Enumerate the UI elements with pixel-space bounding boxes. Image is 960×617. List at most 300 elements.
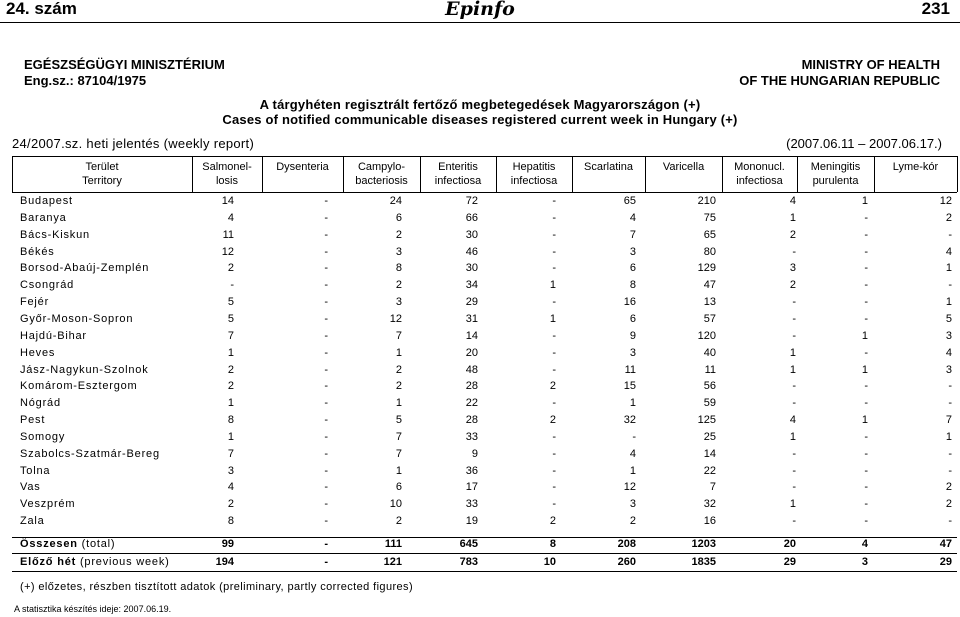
column-header <box>192 160 262 188</box>
table-cell: - <box>552 211 556 224</box>
table-cell: 47 <box>703 279 716 292</box>
ministry-country-en: OF THE HUNGARIAN REPUBLIC <box>739 73 940 88</box>
table-cell: - <box>552 363 556 376</box>
territory-label: Borsod-Abaúj-Zemplén <box>20 262 150 275</box>
table-cell: 57 <box>703 312 716 325</box>
table-cell: 1 <box>395 397 402 410</box>
table-cell: 33 <box>465 430 478 443</box>
journal-logo: Epinfo <box>445 0 515 20</box>
territory-name <box>20 246 55 258</box>
ministry-english <box>739 57 940 89</box>
table-cell: 8 <box>549 538 556 550</box>
table-cell: - <box>552 464 556 477</box>
table-cell: 20 <box>465 346 478 359</box>
table-cell: 1 <box>861 195 868 207</box>
territory-label: Heves <box>20 346 56 359</box>
table-cell: 19 <box>465 515 478 528</box>
column-header-line1: Hepatitis <box>512 161 556 173</box>
table-cell: 29 <box>939 556 952 568</box>
table-cell: 2 <box>629 515 636 528</box>
table-cell: - <box>864 464 868 477</box>
table-cell: 7 <box>709 481 716 494</box>
table-cell: - <box>864 262 868 275</box>
table-row <box>12 329 957 346</box>
table-row <box>12 447 957 464</box>
column-header <box>12 160 192 188</box>
table-cell: 17 <box>465 481 478 494</box>
column-header-line1: Varicella <box>662 161 705 173</box>
table-cell: - <box>324 312 328 325</box>
column-header-line1: Salmonel- <box>202 161 252 173</box>
table-cell: - <box>552 195 556 207</box>
territory-label: Bács-Kiskun <box>20 228 90 241</box>
table-cell: 2 <box>789 279 796 292</box>
table-cell: 8 <box>227 414 234 427</box>
table-cell: 1 <box>629 464 636 477</box>
territory-label: Szabolcs-Szatmár-Bereg <box>20 447 160 460</box>
table-cell: - <box>324 228 328 241</box>
table-cell: 3 <box>227 464 234 477</box>
column-header-line2: purulenta <box>812 175 859 187</box>
table-cell: - <box>948 397 952 410</box>
table-cell: - <box>552 346 556 359</box>
table-cell: 120 <box>697 329 716 342</box>
summary-row <box>12 537 957 554</box>
table-cell: 2 <box>227 380 234 393</box>
table-cell: 4 <box>861 538 868 550</box>
table-cell: 80 <box>703 245 716 258</box>
territory-name <box>20 195 73 207</box>
column-header-line2: bacteriosis <box>355 175 408 187</box>
table-cell: 5 <box>227 296 234 309</box>
table-cell: 29 <box>783 556 796 568</box>
table-cell: - <box>324 538 328 550</box>
table-cell: 66 <box>465 211 478 224</box>
table-cell: - <box>552 245 556 258</box>
table-cell: - <box>864 279 868 292</box>
table-cell: 208 <box>617 538 636 550</box>
column-header <box>722 160 797 188</box>
column-header <box>262 160 343 174</box>
table-cell: 7 <box>395 430 402 443</box>
page-number: 231 <box>921 0 950 18</box>
territory-name <box>20 448 160 460</box>
table-row <box>12 363 957 380</box>
table-cell: - <box>864 498 868 511</box>
territory-name <box>20 556 170 568</box>
table-cell: 1 <box>861 414 868 427</box>
table-cell: - <box>324 329 328 342</box>
table-cell: 11 <box>624 363 636 376</box>
table-cell: 1203 <box>691 538 716 550</box>
table-cell: - <box>864 245 868 258</box>
column-header-line1: Dysenteria <box>276 161 329 173</box>
table-cell: 3 <box>945 363 952 376</box>
table-cell: 59 <box>703 397 716 410</box>
table-row <box>12 312 957 329</box>
table-cell: - <box>324 211 328 224</box>
column-header-line1: Lyme-kór <box>892 161 939 173</box>
table-cell: 16 <box>703 515 716 528</box>
territory-label: Baranya <box>20 211 67 224</box>
territory-name <box>20 330 87 342</box>
table-cell: - <box>792 245 796 258</box>
table-cell: 12 <box>221 245 234 258</box>
territory-label: Győr-Moson-Sopron <box>20 312 134 325</box>
table-cell: 1 <box>629 397 636 410</box>
table-cell: - <box>324 515 328 528</box>
territory-label: Fejér <box>20 296 50 309</box>
table-cell: 3 <box>945 329 952 342</box>
table-cell: 30 <box>465 228 478 241</box>
table-cell: - <box>792 380 796 393</box>
column-header-line1: Scarlatina <box>584 161 633 173</box>
table-cell: - <box>552 481 556 494</box>
table-cell: - <box>792 481 796 494</box>
table-cell: 2 <box>395 515 402 528</box>
table-cell: - <box>864 296 868 309</box>
table-row <box>12 464 957 481</box>
table-cell: 16 <box>623 296 636 309</box>
table-cell: 31 <box>465 312 478 325</box>
table-row <box>12 278 957 295</box>
table-cell: 7 <box>395 329 402 342</box>
registration-number: Eng.sz.: 87104/1975 <box>24 73 147 88</box>
table-row <box>12 346 957 363</box>
table-cell: 11 <box>704 363 716 376</box>
table-row <box>12 396 957 413</box>
column-header-line1: Campylo- <box>357 161 406 173</box>
table-cell: - <box>324 556 328 568</box>
table-cell: 32 <box>703 498 716 511</box>
table-row <box>12 379 957 396</box>
table-cell: 10 <box>389 498 402 511</box>
table-cell: 1 <box>789 211 796 224</box>
table-cell: 4 <box>227 211 234 224</box>
table-cell: 34 <box>465 279 478 292</box>
table-cell: 22 <box>465 397 478 410</box>
table-cell: - <box>864 397 868 410</box>
table-cell: - <box>324 262 328 275</box>
territory-name <box>20 262 149 274</box>
table-cell: - <box>324 430 328 443</box>
table-cell: 12 <box>939 195 952 207</box>
table-cell: - <box>948 447 952 460</box>
table-cell: 4 <box>945 346 952 359</box>
table-cell: 28 <box>465 380 478 393</box>
territory-label: Vas <box>20 481 41 494</box>
table-cell: 22 <box>703 464 716 477</box>
table-cell: - <box>552 228 556 241</box>
table-cell: 2 <box>549 414 556 427</box>
territory-sublabel: (previous week) <box>79 556 170 568</box>
table-cell: - <box>864 312 868 325</box>
table-cell: 260 <box>617 556 636 568</box>
table-cell: 8 <box>227 515 234 528</box>
table-cell: 5 <box>227 312 234 325</box>
table-cell: 36 <box>465 464 478 477</box>
table-cell: - <box>864 447 868 460</box>
table-cell: - <box>792 515 796 528</box>
territory-name <box>20 212 67 224</box>
table-cell: 6 <box>629 262 636 275</box>
table-cell: 29 <box>465 296 478 309</box>
table-row <box>12 261 957 278</box>
table-cell: 111 <box>384 538 402 550</box>
ministry-name-hu: EGÉSZSÉGÜGYI MINISZTÉRIUM <box>24 57 225 72</box>
ministry-hungarian <box>24 57 225 89</box>
table-cell: - <box>324 380 328 393</box>
footnote: (+) előzetes, részben tisztított adatok (preliminary, partly corrected figures) <box>20 581 414 593</box>
table-cell: 129 <box>697 262 716 275</box>
table-cell: - <box>324 481 328 494</box>
table-cell: - <box>230 279 234 292</box>
table-cell: 4 <box>789 414 796 427</box>
table-cell: - <box>948 464 952 477</box>
table-cell: 2 <box>945 498 952 511</box>
column-header-line2: Territory <box>82 175 122 187</box>
table-row <box>12 295 957 312</box>
table-cell: 6 <box>395 481 402 494</box>
table-cell: 72 <box>465 195 478 207</box>
table-cell: 2 <box>549 515 556 528</box>
table-cell: 1 <box>227 430 234 443</box>
table-cell: - <box>552 498 556 511</box>
table-cell: - <box>552 447 556 460</box>
table-cell: - <box>632 430 636 443</box>
territory-label: Somogy <box>20 430 66 443</box>
table-cell: 15 <box>623 380 636 393</box>
table-cell: - <box>552 397 556 410</box>
column-header <box>797 160 874 188</box>
table-cell: 2 <box>227 363 234 376</box>
table-cell: - <box>948 279 952 292</box>
table-cell: 1 <box>789 363 796 376</box>
table-cell: - <box>324 363 328 376</box>
table-cell: 3 <box>629 245 636 258</box>
table-cell: 1 <box>945 430 952 443</box>
territory-label: Komárom-Esztergom <box>20 380 138 393</box>
table-cell: 65 <box>623 195 636 207</box>
table-cell: 4 <box>227 481 234 494</box>
table-cell: 9 <box>471 447 478 460</box>
table-cell: 1 <box>861 363 868 376</box>
table-cell: 1 <box>789 430 796 443</box>
table-cell: - <box>324 397 328 410</box>
table-cell: 33 <box>465 498 478 511</box>
table-cell: - <box>324 296 328 309</box>
report-period: (2007.06.11 – 2007.06.17.) <box>786 136 942 151</box>
territory-sublabel: (total) <box>81 538 116 550</box>
table-cell: 3 <box>395 296 402 309</box>
table-cell: 40 <box>703 346 716 359</box>
table-cell: - <box>324 245 328 258</box>
table-cell: 1 <box>549 279 556 292</box>
table-cell: - <box>552 296 556 309</box>
territory-name <box>20 347 55 359</box>
table-row <box>12 497 957 514</box>
column-header-line1: Meningitis <box>810 161 861 173</box>
table-cell: 32 <box>623 414 636 427</box>
table-cell: 2 <box>789 228 796 241</box>
table-cell: 13 <box>703 296 716 309</box>
table-cell: 1 <box>227 346 234 359</box>
table-cell: 14 <box>221 195 234 207</box>
table-cell: - <box>948 228 952 241</box>
table-cell: 7 <box>227 329 234 342</box>
column-header <box>343 160 420 188</box>
table-cell: 8 <box>629 279 636 292</box>
table-cell: 2 <box>227 498 234 511</box>
table-cell: 2 <box>395 228 402 241</box>
column-header-line2: losis <box>215 175 238 187</box>
table-cell: 2 <box>395 279 402 292</box>
table-cell: 7 <box>945 414 952 427</box>
territory-label: Zala <box>20 515 45 528</box>
territory-label: Pest <box>20 414 46 427</box>
title-hungarian: A tárgyhéten regisztrált fertőző megbetegedések Magyarországon (+) <box>259 97 701 112</box>
table-cell: 3 <box>395 245 402 258</box>
table-row <box>12 430 957 447</box>
table-cell: 14 <box>703 447 716 460</box>
table-cell: 2 <box>395 380 402 393</box>
territory-name <box>20 538 115 550</box>
table-cell: 10 <box>543 556 556 568</box>
table-rule <box>12 156 957 157</box>
table-cell: 75 <box>703 211 716 224</box>
table-cell: - <box>552 262 556 275</box>
table-cell: - <box>552 430 556 443</box>
territory-name <box>20 380 138 392</box>
table-cell: 20 <box>783 538 796 550</box>
table-cell: - <box>324 447 328 460</box>
table-cell: - <box>864 380 868 393</box>
table-cell: 7 <box>629 228 636 241</box>
summary-row <box>12 555 957 572</box>
table-row <box>12 514 957 531</box>
territory-label: Veszprém <box>20 498 76 511</box>
table-cell: 2 <box>227 262 234 275</box>
table-row <box>12 211 957 228</box>
table-cell: 1 <box>549 312 556 325</box>
territory-name <box>20 414 45 426</box>
territory-label: Tolna <box>20 464 51 477</box>
table-cell: 1 <box>395 464 402 477</box>
table-cell: 11 <box>222 228 234 241</box>
territory-label: Hajdú-Bihar <box>20 329 87 342</box>
table-cell: 14 <box>465 329 478 342</box>
table-cell: 3 <box>629 346 636 359</box>
issue-number: 24. szám <box>6 0 77 18</box>
table-cell: - <box>324 346 328 359</box>
column-header <box>645 160 722 174</box>
territory-label: Csongrád <box>20 279 75 292</box>
table-cell: - <box>948 515 952 528</box>
title-english: Cases of notified communicable diseases registered current week in Hungary (+) <box>222 112 738 127</box>
table-cell: 99 <box>221 538 234 550</box>
table-cell: 5 <box>945 312 952 325</box>
column-header <box>874 160 957 174</box>
table-cell: 2 <box>549 380 556 393</box>
territory-label: Budapest <box>20 195 73 207</box>
table-cell: - <box>324 498 328 511</box>
table-cell: 2 <box>945 481 952 494</box>
statistics-date: A statisztika készítés ideje: 2007.06.19. <box>14 604 172 614</box>
table-cell: - <box>864 346 868 359</box>
column-header <box>572 160 645 174</box>
header-divider <box>957 156 958 192</box>
table-cell: 1 <box>395 346 402 359</box>
territory-name <box>20 229 90 241</box>
ministry-name-en: MINISTRY OF HEALTH <box>801 57 940 72</box>
table-cell: 7 <box>395 447 402 460</box>
table-cell: 30 <box>465 262 478 275</box>
territory-label: Előző hét <box>20 556 77 568</box>
column-header <box>420 160 496 188</box>
table-cell: - <box>792 329 796 342</box>
column-header-line2: infectiosa <box>510 175 558 187</box>
table-cell: 5 <box>395 414 402 427</box>
page-header <box>0 0 960 23</box>
table-cell: 48 <box>465 363 478 376</box>
table-cell: 783 <box>459 556 478 568</box>
table-row <box>12 194 957 211</box>
table-cell: 12 <box>389 312 402 325</box>
table-cell: - <box>792 312 796 325</box>
territory-label: Békés <box>20 245 55 258</box>
territory-name <box>20 364 149 376</box>
table-cell: 3 <box>789 262 796 275</box>
table-cell: 1 <box>945 296 952 309</box>
table-cell: 7 <box>227 447 234 460</box>
table-cell: 2 <box>945 211 952 224</box>
table-cell: 12 <box>623 481 636 494</box>
table-cell: 65 <box>703 228 716 241</box>
table-cell: - <box>552 329 556 342</box>
table-cell: 2 <box>395 363 402 376</box>
table-cell: - <box>864 211 868 224</box>
table-cell: 4 <box>789 195 796 207</box>
table-cell: 47 <box>939 538 952 550</box>
column-header-line1: Terület <box>85 161 119 173</box>
table-cell: 645 <box>459 538 478 550</box>
table-row <box>12 228 957 245</box>
column-header-line1: Mononucl. <box>734 161 785 173</box>
table-cell: - <box>864 481 868 494</box>
table-cell: - <box>792 464 796 477</box>
table-row <box>12 413 957 430</box>
table-cell: 1 <box>861 329 868 342</box>
territory-name <box>20 397 61 409</box>
table-cell: - <box>948 380 952 393</box>
table-row <box>12 245 957 262</box>
territory-name <box>20 313 133 325</box>
table-cell: 56 <box>703 380 716 393</box>
table-cell: - <box>324 279 328 292</box>
table-cell: - <box>864 228 868 241</box>
table-cell: 4 <box>629 211 636 224</box>
territory-name <box>20 515 45 527</box>
territory-label: Jász-Nagykun-Szolnok <box>20 363 149 376</box>
territory-name <box>20 279 74 291</box>
table-cell: 1 <box>945 262 952 275</box>
table-cell: 28 <box>465 414 478 427</box>
territory-label: Összesen <box>20 538 78 550</box>
table-cell: - <box>792 397 796 410</box>
table-cell: 194 <box>215 556 234 568</box>
table-cell: 6 <box>395 211 402 224</box>
table-cell: 1835 <box>691 556 716 568</box>
